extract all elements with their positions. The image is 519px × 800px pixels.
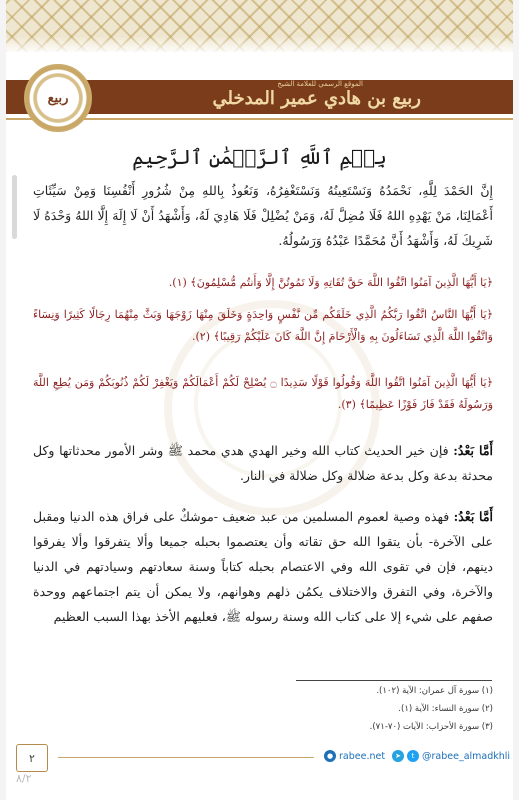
amma-badu-text-2: فهذه وصية لعموم المسلمين من عبد ضعيف -موشكٌ على فراق هذه الدنيا ومقبل على الآخرة- بأن يتقوا الله حق تقاته وأن يعتصموا بحبله جميعا وألا يتفرقوا وألا يفرقوا دينهم، فإن في تقوى الله وفي الاعتصام بحبله كتاباً وسنة سعادتهم وسيادتهم في الدنيا والآخرة، وفي التفرق والاختلاف يكمُن ذلهم وهوانهم، ولا يمكن أن يتم اجتماعهم ووحدة صفهم على شيء إلا على كتاب الله وسنة رسوله ﷺ، فعليهم الأخذ بهذا السبب العظيم: [33, 509, 493, 624]
handle-text: @rabee_almadkhli: [422, 750, 511, 762]
amma-badu-text-1: فإن خير الحديث كتاب الله وخير الهدي هدي محمد ﷺ وشر الأمور محدثاتها وكل محدثة بدعة وكل بدعة ضلالة وكل ضلالة في النار.: [33, 443, 493, 483]
website-link[interactable]: [324, 750, 385, 762]
basmala: بِسۡمِ ٱللَّهِ ٱلرَّحۡمَٰنِ ٱلرَّحِيمِ: [132, 145, 387, 169]
document-page: [6, 0, 513, 800]
footer-line: [58, 757, 314, 758]
seal-text: ربيع: [47, 90, 69, 106]
footnote-rule: [296, 680, 492, 681]
footnote-1: (١) سورة آل عمران: الآية (١٠٢).: [376, 686, 493, 696]
social-handle-link[interactable]: [392, 750, 510, 762]
amma-badu-paragraph-1: [33, 438, 493, 488]
verse-1: ﴿يَا أَيُّهَا الَّذِينَ آمَنُوا اتَّقُوا اللَّهَ حَقَّ تُقَاتِهِ وَلَا تَمُوتُنَّ إِلَّا وَأَنتُم مُّسْلِمُونَ﴾ (١).: [168, 276, 493, 289]
scroll-thumb[interactable]: [12, 175, 17, 239]
amma-badu-lead-2: أَمَّا بَعْدُ:: [453, 509, 494, 524]
website-text: rabee.net: [339, 750, 386, 762]
site-label: الموقع الرسمي للعلامة الشيخ: [277, 80, 363, 88]
sheikh-name-logo: ربيع بن هادي عمير المدخلي: [212, 88, 421, 109]
top-ornament-fade: [6, 36, 513, 54]
footnote-3: (٣) سورة الأحزاب: الآيات (٧٠-٧١).: [369, 722, 493, 732]
intro-paragraph: إِنَّ الحَمْدَ لِلَّهِ، نَحْمَدُهُ وَنَسْتَعِينُهُ وَنَسْتَغْفِرُهُ، وَنَعُوذُ بِاللهِ مِنْ شُرُورِ أَنْفُسِنَا وَمِنْ سَيِّئَاتِ أَعْمَالِنَا، مَنْ يَهْدِهِ اللهُ فَلَا مُضِلَّ لَهُ، وَمَنْ يُضْلِلْ فَلَا هَادِيَ لَهُ، وَأَشْهَدُ أَنْ لَا إِلَهَ إِلَّا اللهُ وَحْدَهُ لَا شَرِيكَ لَهُ، وَأَشْهَدُ أَنَّ مُحَمَّدًا عَبْدُهُ وَرَسُولُهُ.: [33, 183, 493, 248]
page-number-badge: ٢: [16, 744, 48, 772]
amma-badu-paragraph-2: [33, 504, 493, 629]
verse-2: ﴿يَا أَيُّهَا النَّاسُ اتَّقُوا رَبَّكُمُ الَّذِي خَلَقَكُم مِّن نَّفْسٍ وَاحِدَةٍ وَخَلَقَ مِنْهَا زَوْجَهَا وَبَثَّ مِنْهُمَا رِجَالًا كَثِيرًا وَنِسَاءً وَاتَّقُوا اللَّهَ الَّذِي تَسَاءَلُونَ بِهِ وَالْأَرْحَامَ إِنَّ اللَّهَ كَانَ عَلَيْكُمْ رَقِيبًا﴾ (٢).: [33, 308, 493, 343]
telegram-icon: ➤: [392, 750, 404, 762]
twitter-icon: t: [407, 750, 419, 762]
globe-icon: ●: [324, 750, 336, 762]
amma-badu-lead-1: أَمَّا بَعْدُ:: [453, 443, 493, 458]
page-fraction: ٨/٢: [16, 772, 32, 785]
seal-logo-icon: [24, 64, 92, 132]
footnote-2: (٢) سورة النساء: الآية (١).: [398, 704, 493, 714]
verse-3: ﴿يَا أَيُّهَا الَّذِينَ آمَنُوا اتَّقُوا اللَّهَ وَقُولُوا قَوْلًا سَدِيدًا ۝ يُصْلِحْ لَكُمْ أَعْمَالَكُمْ وَيَغْفِرْ لَكُمْ ذُنُوبَكُمْ وَمَن يُطِعِ اللَّهَ وَرَسُولَهُ فَقَدْ فَازَ فَوْزًا عَظِيمًا﴾ (٣).: [33, 376, 493, 411]
